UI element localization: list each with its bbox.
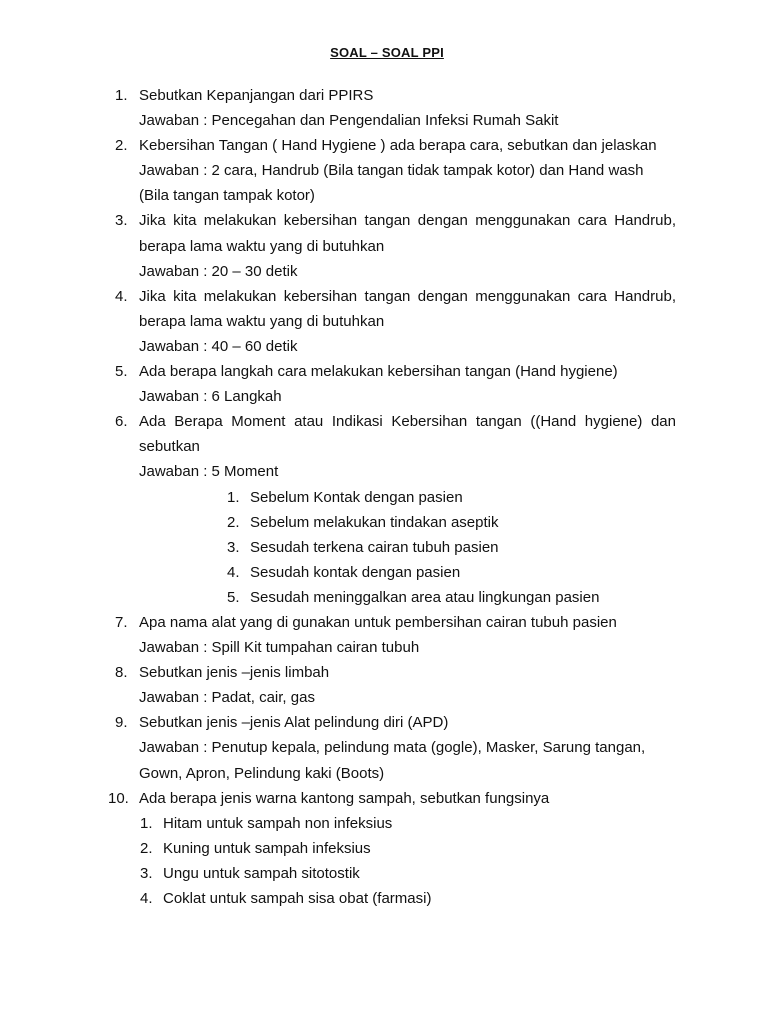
question-text: Ada berapa langkah cara melakukan kebersihan tangan (Hand hygiene)	[139, 363, 618, 381]
list-item-number: 1.	[140, 814, 153, 832]
answer-text: Jawaban : Pencegahan dan Pengendalian Infeksi Rumah Sakit	[139, 112, 559, 130]
list-item-number: 4.	[227, 563, 240, 581]
list-item-text: Sesudah terkena cairan tubuh pasien	[250, 538, 499, 556]
list-item-text: Sebelum melakukan tindakan aseptik	[250, 513, 499, 531]
list-item-number: 3.	[227, 538, 240, 556]
list-item-text: Sesudah meninggalkan area atau lingkungan pasien	[250, 588, 600, 606]
list-item	[139, 861, 676, 886]
question-10	[108, 786, 676, 911]
question-text: Jika kita melakukan kebersihan tangan dengan menggunakan cara Handrub, berapa lama waktu yang di butuhkan	[139, 212, 676, 255]
answer-text: Jawaban : 6 Langkah	[139, 388, 282, 406]
question-7	[111, 610, 676, 660]
list-item-number: 4.	[140, 890, 153, 907]
list-item	[139, 535, 676, 560]
question-number: 10.	[108, 789, 129, 807]
question-text: Sebutkan jenis –jenis Alat pelindung diri (APD)	[139, 714, 449, 732]
question-text: Jika kita melakukan kebersihan tangan dengan menggunakan cara Handrub, berapa lama waktu yang di butuhkan	[139, 287, 676, 330]
question-text: Sebutkan jenis –jenis limbah	[139, 664, 330, 682]
answer-text: Jawaban : Padat, cair, gas	[139, 689, 315, 707]
list-item-text: Sebelum Kontak dengan pasien	[250, 488, 463, 506]
answer-text: Jawaban : Penutup kepala, pelindung mata (gogle), Masker, Sarung tangan, Gown, Apron, Pelindung kaki (Boots)	[139, 739, 646, 782]
question-number: 6.	[115, 413, 128, 431]
sub-list	[139, 485, 676, 610]
list-item-text: Kuning untuk sampah infeksius	[163, 839, 371, 857]
list-item-number: 3.	[140, 864, 153, 882]
list-item	[139, 485, 676, 510]
question-5	[111, 359, 676, 409]
document-title: SOAL – SOAL PPI	[330, 45, 444, 60]
list-item	[139, 560, 676, 585]
list-item-text: Ungu untuk sampah sitotostik	[163, 864, 360, 882]
list-item	[139, 811, 676, 836]
question-text: Kebersihan Tangan ( Hand Hygiene ) ada berapa cara, sebutkan dan jelaskan	[139, 137, 657, 155]
answer-text: Jawaban : 40 – 60 detik	[139, 337, 298, 355]
question-3	[111, 208, 676, 283]
question-number: 1.	[115, 87, 128, 104]
list-item-text: Sesudah kontak dengan pasien	[250, 563, 461, 581]
list-item-number: 5.	[227, 588, 240, 606]
list-item-number: 1.	[227, 488, 240, 506]
question-number: 2.	[115, 137, 128, 155]
list-item-number: 2.	[227, 513, 240, 531]
question-number: 4.	[115, 287, 128, 305]
list-item	[139, 886, 676, 911]
question-2	[111, 133, 676, 208]
list-item	[139, 836, 676, 861]
answer-text: Jawaban : 2 cara, Handrub (Bila tangan tidak tampak kotor) dan Hand wash (Bila tangan tampak kotor)	[139, 162, 644, 205]
question-list	[108, 83, 676, 911]
question-text: Sebutkan Kepanjangan dari PPIRS	[139, 87, 374, 104]
question-9	[111, 710, 676, 785]
answer-text: Jawaban : 20 – 30 detik	[139, 262, 298, 280]
question-6	[111, 409, 676, 610]
question-text: Ada Berapa Moment atau Indikasi Kebersihan tangan ((Hand hygiene) dan sebutkan	[139, 413, 676, 456]
answer-text: Jawaban : 5 Moment	[139, 463, 279, 481]
question-number: 8.	[115, 664, 128, 682]
list-item	[139, 585, 676, 610]
question-1	[111, 83, 676, 133]
question-number: 3.	[115, 212, 128, 230]
list-item-text: Hitam untuk sampah non infeksius	[163, 814, 393, 832]
question-number: 7.	[115, 613, 128, 631]
question-8	[111, 660, 676, 710]
question-text: Ada berapa jenis warna kantong sampah, sebutkan fungsinya	[139, 789, 550, 807]
sub-list	[139, 811, 676, 911]
answer-text: Jawaban : Spill Kit tumpahan cairan tubuh	[139, 639, 420, 657]
question-text: Apa nama alat yang di gunakan untuk pembersihan cairan tubuh pasien	[139, 613, 617, 631]
question-number: 5.	[115, 363, 128, 381]
list-item-text: Coklat untuk sampah sisa obat (farmasi)	[163, 890, 432, 907]
list-item	[139, 510, 676, 535]
question-number: 9.	[115, 714, 128, 732]
question-4	[111, 284, 676, 359]
list-item-number: 2.	[140, 839, 153, 857]
